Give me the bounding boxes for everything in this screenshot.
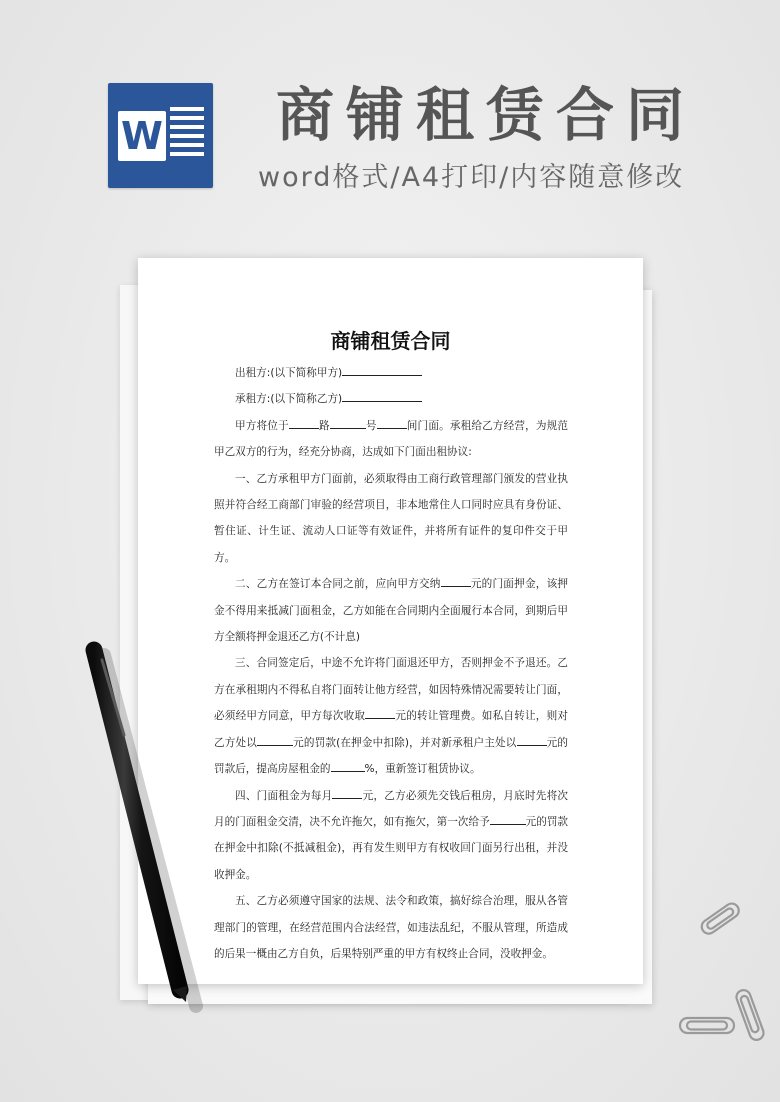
header-title: 商铺租赁合同 <box>276 81 697 149</box>
word-logo-lines <box>170 107 204 161</box>
paragraph-lessee: 承租方:(以下简称乙方) <box>214 386 568 412</box>
paperclip-icon <box>690 890 750 950</box>
paragraph-clause-1: 一、乙方承租甲方门面前，必须取得由工商行政管理部门颁发的营业执照并符合经工商部门审验的经营项目，非本地常住人口同时应具有身份证、暂住证、计生证、流动人口证等有效证件，并将所有证件的复印件交于甲方。 <box>214 472 568 564</box>
document-body <box>214 360 568 967</box>
paragraph-location: 甲方将位于 路 号 间门面。承租给乙方经营，为规范甲乙双方的行为，经充分协商，达成如下门面出租协议: <box>214 413 568 466</box>
document-title: 商铺租赁合同 <box>330 329 451 353</box>
paragraph-clause-5: 五、乙方必须遵守国家的法规、法令和政策，搞好综合治理，服从各管理部门的管理，在经营范围内合法经营，如违法乱纪，不服从管理，所造成的后果一概由乙方自负，后果特别严重的甲方有权终止合同，没收押金。 <box>214 895 568 960</box>
word-logo-letter: W <box>118 111 166 161</box>
paragraph-clause-4: 四、门面租金为每月 元，乙方必须先交钱后租房，月底时先将次月的门面租金交清，决不允许拖欠，如有拖欠，第一次给予 元的罚款在押金中扣除(不抵减租金)，再有发生则甲方有权收回门面另行出租，并没收押金。 <box>214 783 568 889</box>
paragraph-clause-3: 三、合同签定后，中途不允许将门面退还甲方，否则押金不予退还。乙方在承租期内不得私自将门面转让他方经营，如因特殊情况需要转让门面，必须经甲方同意，甲方每次收取 元的转让管理费。如私自转让，则对乙方处以 元的罚款(在押金中扣除)，并对新承租户主处以 元的罚款后，提高房屋租金的 %，重新签订租赁协议。 <box>214 657 569 776</box>
paragraph-clause-2: 二、乙方在签订本合同之前，应向甲方交纳 元的门面押金，该押金不得用来抵减门面租金，乙方如能在合同期内全面履行本合同，到期后甲方全额将押金退还乙方(不计息) <box>214 571 568 650</box>
paperclip-icon <box>676 1012 738 1040</box>
paragraph-lessor: 出租方:(以下简称甲方) <box>214 360 568 386</box>
header-subtitle: word格式/A4打印/内容随意修改 <box>258 162 685 193</box>
paperclip-icon <box>730 985 770 1045</box>
word-logo-icon <box>108 83 213 188</box>
document-page <box>138 258 643 984</box>
